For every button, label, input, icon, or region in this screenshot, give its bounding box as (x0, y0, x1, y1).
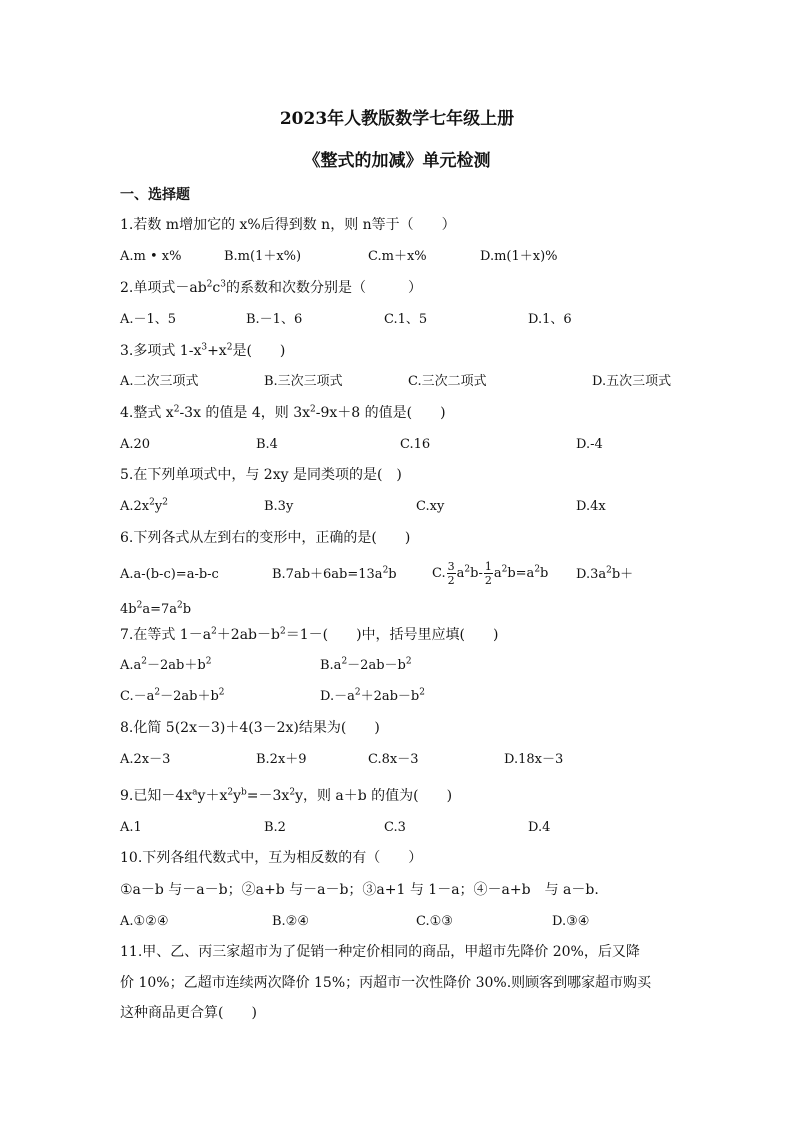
question-4-stem: 4.整式 $x^2-3x$ 的值是 4，则 $3x^2-9x+8$ 的值是( ) (120, 404, 446, 421)
question-8-stem: 8.化简 5(2x－3)＋4(3－2x)结果为( ) (120, 720, 380, 736)
q3-option-d: D.五次三项式 (592, 374, 672, 389)
q9-option-b: B.2 (264, 820, 286, 835)
question-11-line-3: 这种商品更合算( ) (120, 1005, 257, 1021)
q8-option-b: B.2x＋9 (256, 752, 307, 767)
q4-option-c: C.16 (400, 437, 431, 452)
question-5-stem: 5.在下列单项式中，与 2xy 是同类项的是( ) (120, 467, 402, 483)
question-3-stem: 3.多项式 $1-x^3+x^2$是( ) (120, 342, 286, 359)
fraction: $\frac{1}{2}$ (484, 560, 492, 587)
question-10-subitems: ①a－b 与－a－b；②a+b 与－a－b；③a+1 与 1－a；④－a+b 与 a－b. (120, 882, 599, 898)
question-7-stem: 7.在等式 $1-a^2+2ab-b^2=1-$( )中，括号里应填( ) (120, 626, 499, 643)
q7-option-a: $A.a^2-2ab+b^2$ (120, 656, 212, 673)
q10-option-c: C.①③ (416, 914, 453, 929)
q2-option-b: B.－1、6 (246, 312, 303, 327)
q5-option-a: $A.2x^2y^2$ (120, 497, 168, 514)
q7-option-d: $D.-a^2+2ab-b^2$ (320, 687, 425, 704)
q1-option-b: B.m(1＋x%) (224, 249, 302, 264)
q6-option-d: $D.3a^2b+$ (576, 565, 634, 582)
q9-option-c: C.3 (384, 820, 406, 835)
q10-option-d: D.③④ (552, 914, 590, 929)
q5-option-c: C.xy (416, 499, 445, 514)
q2-option-a: A.－1、5 (120, 312, 177, 327)
q6-option-d-continued: $4b^2a=7a^2b$ (120, 600, 192, 617)
q6-option-c: C. $\frac{3}{2}$ $a^2b-$ $\frac{1}{2}$ $a^2b=a^2b$ (432, 560, 549, 587)
q9-option-d: D.4 (528, 820, 551, 835)
q6-option-a: A.a-(b-c)=a-b-c (120, 567, 219, 582)
q3-option-c: C.三次二项式 (408, 374, 487, 389)
q1-option-d: D.m(1＋x)% (480, 249, 558, 264)
q3-option-a: A.二次三项式 (120, 374, 199, 389)
q9-option-a: A.1 (120, 820, 142, 835)
q10-option-a: A.①②④ (120, 914, 169, 929)
q5-option-d: D.4x (576, 499, 606, 514)
document-title: 2023年人教版数学七年级上册 (279, 109, 515, 129)
q4-option-a: A.20 (120, 437, 151, 452)
q10-option-b: B.②④ (272, 914, 309, 929)
q8-option-d: D.18x－3 (504, 752, 564, 767)
q4-option-d: D.-4 (576, 437, 603, 452)
question-1-stem: 1.若数 m增加它的 x%后得到数 n，则 n等于（ ） (120, 217, 456, 233)
q1-option-a: A.m • x% (120, 249, 182, 264)
document-subtitle: 《整式的加减》单元检测 (303, 151, 491, 171)
q8-option-a: A.2x－3 (120, 752, 171, 767)
q8-option-c: C.8x－3 (368, 752, 419, 767)
fraction: $\frac{3}{2}$ (447, 560, 455, 587)
q6-option-b: $B.7ab+6ab=13a^2b$ (272, 565, 397, 582)
q3-option-b: B.三次三项式 (264, 374, 343, 389)
q4-option-b: B.4 (256, 437, 278, 452)
question-11-line-1: 11.甲、乙、丙三家超市为了促销一种定价相同的商品，甲超市先降价 20%，后又降 (120, 944, 640, 960)
question-11-line-2: 价 10%；乙超市连续两次降价 15%；丙超市一次性降价 30%.则顾客到哪家超市购买 (120, 975, 652, 991)
q7-option-b: $B.a^2-2ab-b^2$ (320, 656, 412, 673)
q7-option-c: $C.-a^2-2ab+b^2$ (120, 687, 225, 704)
section-heading: 一、选择题 (120, 187, 190, 203)
q2-option-c: C.1、5 (384, 312, 428, 327)
q1-option-c: C.m＋x% (368, 249, 427, 264)
q5-option-b: B.3y (264, 499, 294, 514)
question-10-stem: 10.下列各组代数式中，互为相反数的有（ ） (120, 850, 423, 866)
question-6-stem: 6.下列各式从左到右的变形中，正确的是( ) (120, 530, 411, 546)
question-9-stem: 9.已知$-4x^ay+x^2y^b=-3x^2y$，则 a＋b 的值为( ) (120, 787, 453, 804)
question-2-stem: 2.单项式$-ab^2c^3$的系数和次数分别是（ ） (120, 279, 422, 296)
q2-option-d: D.1、6 (528, 312, 572, 327)
